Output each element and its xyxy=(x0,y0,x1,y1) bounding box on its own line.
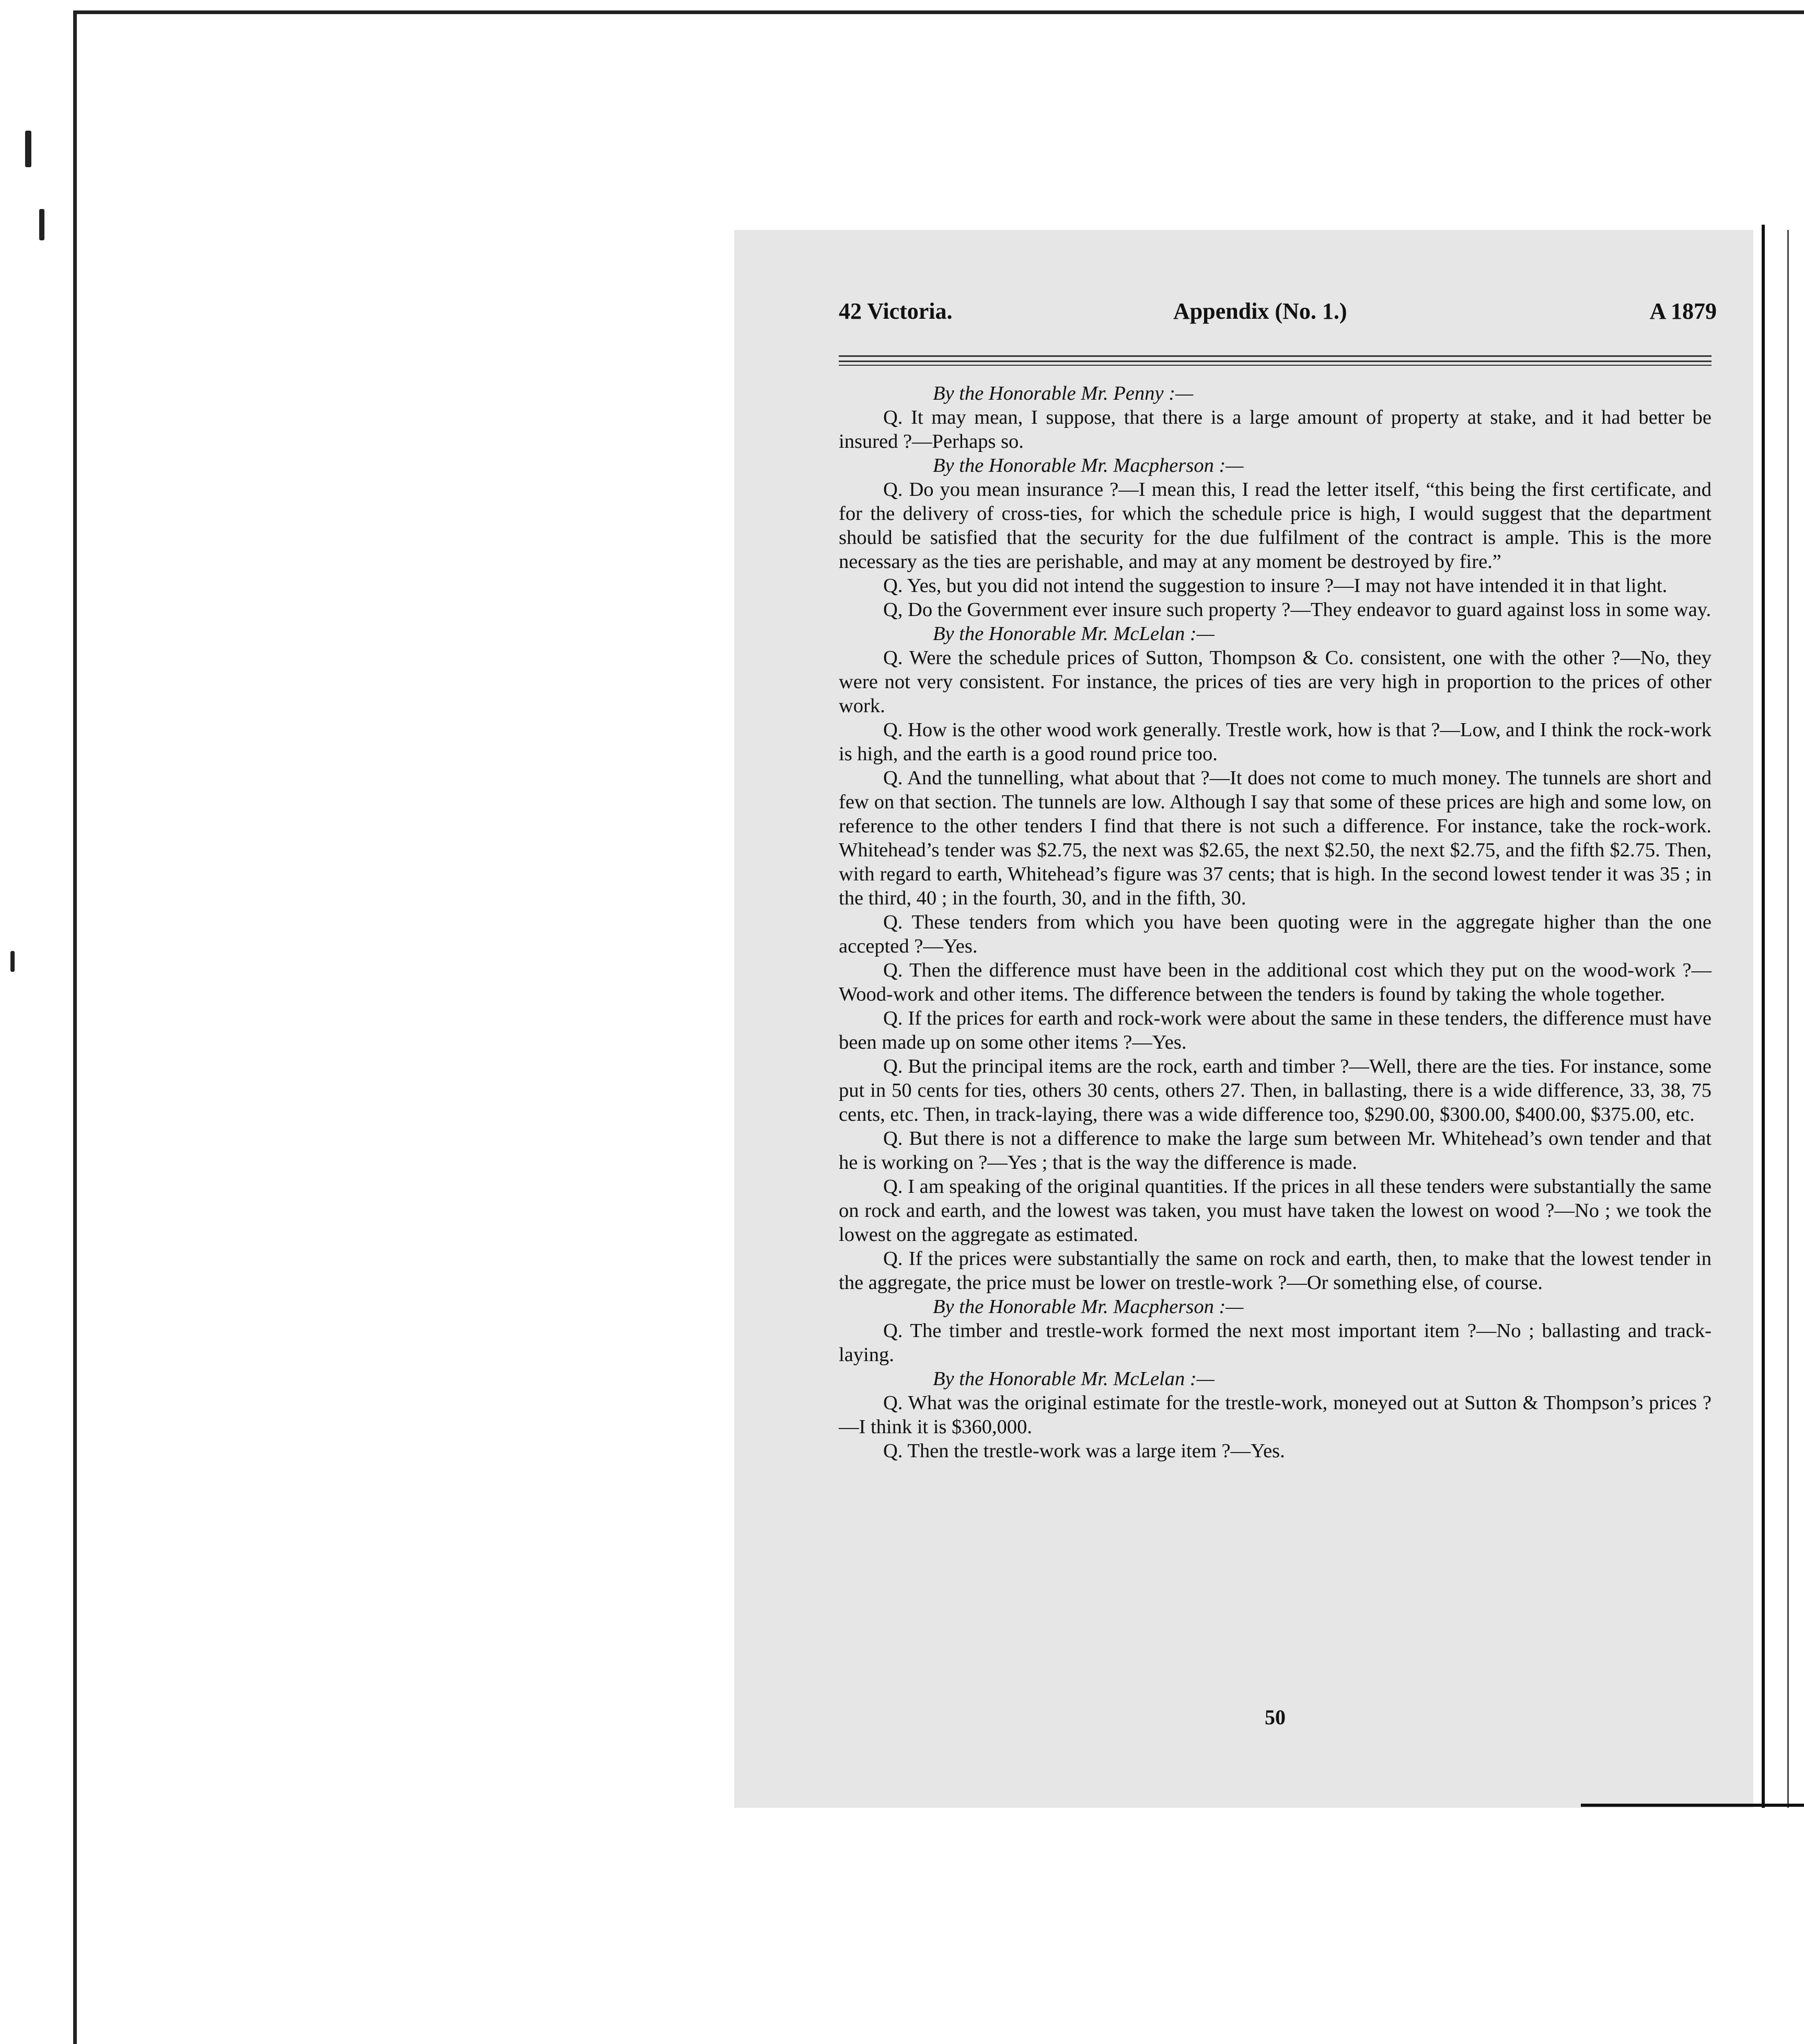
page-number: 50 xyxy=(1265,1705,1286,1729)
question-paragraph: Q. Were the schedule prices of Sutton, Thompson & Co. consistent, one with the other ?—No, they were not very consistent. For instance, the prices of ties are very high in proportion to the prices of other work. xyxy=(839,647,1712,717)
scan-mark xyxy=(10,951,15,972)
header-rule-thin xyxy=(839,365,1712,366)
scan-frame-left xyxy=(73,10,77,2044)
question-paragraph: Q. And the tunnelling, what about that ?—It does not come to much money. The tunnels are short and few on that section. The tunnels are low. Although I say that some of these prices are high and some low, on reference to the other tenders I find that there is not such a difference. For instance, take the rock-work. Whitehead’s tender was $2.75, the next was $2.65, the next $2.50, the next $2.75, and the fifth $2.75. Then, with regard to earth, Whitehead’s figure was 37 cents; that is high. In the second lowest tender it was 35 ; in the third, 40 ; in the fourth, 30, and in the fifth, 30. xyxy=(839,767,1712,909)
question-paragraph: Q. But there is not a difference to make the large sum between Mr. Whitehead’s own tender and that he is working on ?—Yes ; that is the way the difference is made. xyxy=(839,1128,1712,1174)
question-paragraph: Q. Yes, but you did not intend the suggestion to insure ?—I may not have intended it in that light. xyxy=(883,575,1668,597)
section xyxy=(839,1367,1712,1463)
speaker-heading: By the Honorable Mr. McLelan :— xyxy=(933,1368,1215,1390)
scan-mark xyxy=(25,131,31,167)
header-center: Appendix (No. 1.) xyxy=(1173,298,1347,324)
section xyxy=(839,622,1712,1295)
section xyxy=(839,454,1712,622)
question-paragraph: Q. Then the trestle-work was a large item ?—Yes. xyxy=(883,1440,1285,1462)
page-header xyxy=(839,298,1717,334)
scan-frame-top xyxy=(76,10,1804,14)
question-paragraph: Q. If the prices were substantially the same on rock and earth, then, to make that the lowest tender in the aggregate, the price must be lower on trestle-work ?—Or something else, of course. xyxy=(839,1248,1712,1294)
bottom-rule xyxy=(1581,1804,1804,1807)
question-paragraph: Q. If the prices for earth and rock-work were about the same in these tenders, the difference must have been made up on some other items ?—Yes. xyxy=(839,1007,1712,1053)
section xyxy=(839,381,1712,454)
section xyxy=(839,1295,1712,1367)
question-paragraph: Q. What was the original estimate for the trestle-work, moneyed out at Sutton & Thompson’s prices ?—I think it is $360,000. xyxy=(839,1392,1712,1438)
document-body xyxy=(839,381,1712,1463)
question-paragraph: Q. I am speaking of the original quantities. If the prices in all these tenders were substantially the same on rock and earth, and the lowest was taken, you must have taken the lowest on wood ?—No ; we took the lowest on the aggregate as estimated. xyxy=(839,1176,1712,1246)
question-paragraph: Q. Then the difference must have been in the additional cost which they put on the wood-work ?—Wood-work and other items. The difference between the tenders is found by taking the whole together. xyxy=(839,959,1712,1005)
scan-frame-right xyxy=(1787,230,1789,1808)
question-paragraph: Q. These tenders from which you have been quoting were in the aggregate higher than the one accepted ?—Yes. xyxy=(839,911,1712,957)
header-rule-top xyxy=(839,355,1712,357)
header-left: 42 Victoria. xyxy=(839,298,953,324)
question-paragraph: Q, Do the Government ever insure such property ?—They endeavor to guard against loss in some way. xyxy=(883,599,1712,621)
question-paragraph: Q. Do you mean insurance ?—I mean this, I read the letter itself, “this being the first certificate, and for the delivery of cross-ties, for which the schedule price is high, I would suggest that the department should be satisfied that the security for the due fulfilment of the contract is ample. This is the more necessary as the ties are perishable, and may at any moment be destroyed by fire.” xyxy=(839,479,1712,573)
question-paragraph: Q. How is the other wood work generally. Trestle work, how is that ?—Low, and I think the rock-work is high, and the earth is a good round price too. xyxy=(839,719,1712,765)
page-right-edge xyxy=(1762,225,1765,1808)
speaker-heading: By the Honorable Mr. Penny :— xyxy=(933,382,1194,404)
speaker-heading: By the Honorable Mr. Macpherson :— xyxy=(933,1296,1244,1318)
speaker-heading: By the Honorable Mr. McLelan :— xyxy=(933,623,1215,645)
question-paragraph: Q. It may mean, I suppose, that there is a large amount of property at stake, and it had better be insured ?—Perhaps so. xyxy=(839,407,1712,452)
scan-mark xyxy=(39,209,44,240)
header-right: A 1879 xyxy=(1649,298,1717,324)
header-rule-bottom xyxy=(839,361,1712,362)
question-paragraph: Q. The timber and trestle-work formed the next most important item ?—No ; ballasting and track-laying. xyxy=(839,1320,1712,1366)
speaker-heading: By the Honorable Mr. Macpherson :— xyxy=(933,455,1244,477)
question-paragraph: Q. But the principal items are the rock, earth and timber ?—Well, there are the ties. For instance, some put in 50 cents for ties, others 30 cents, others 27. Then, in ballasting, there is a wide difference, 33, 38, 75 cents, etc. Then, in track-laying, there was a wide difference too, $290.00, $300.00, $400.00, $375.00, etc. xyxy=(839,1055,1712,1125)
